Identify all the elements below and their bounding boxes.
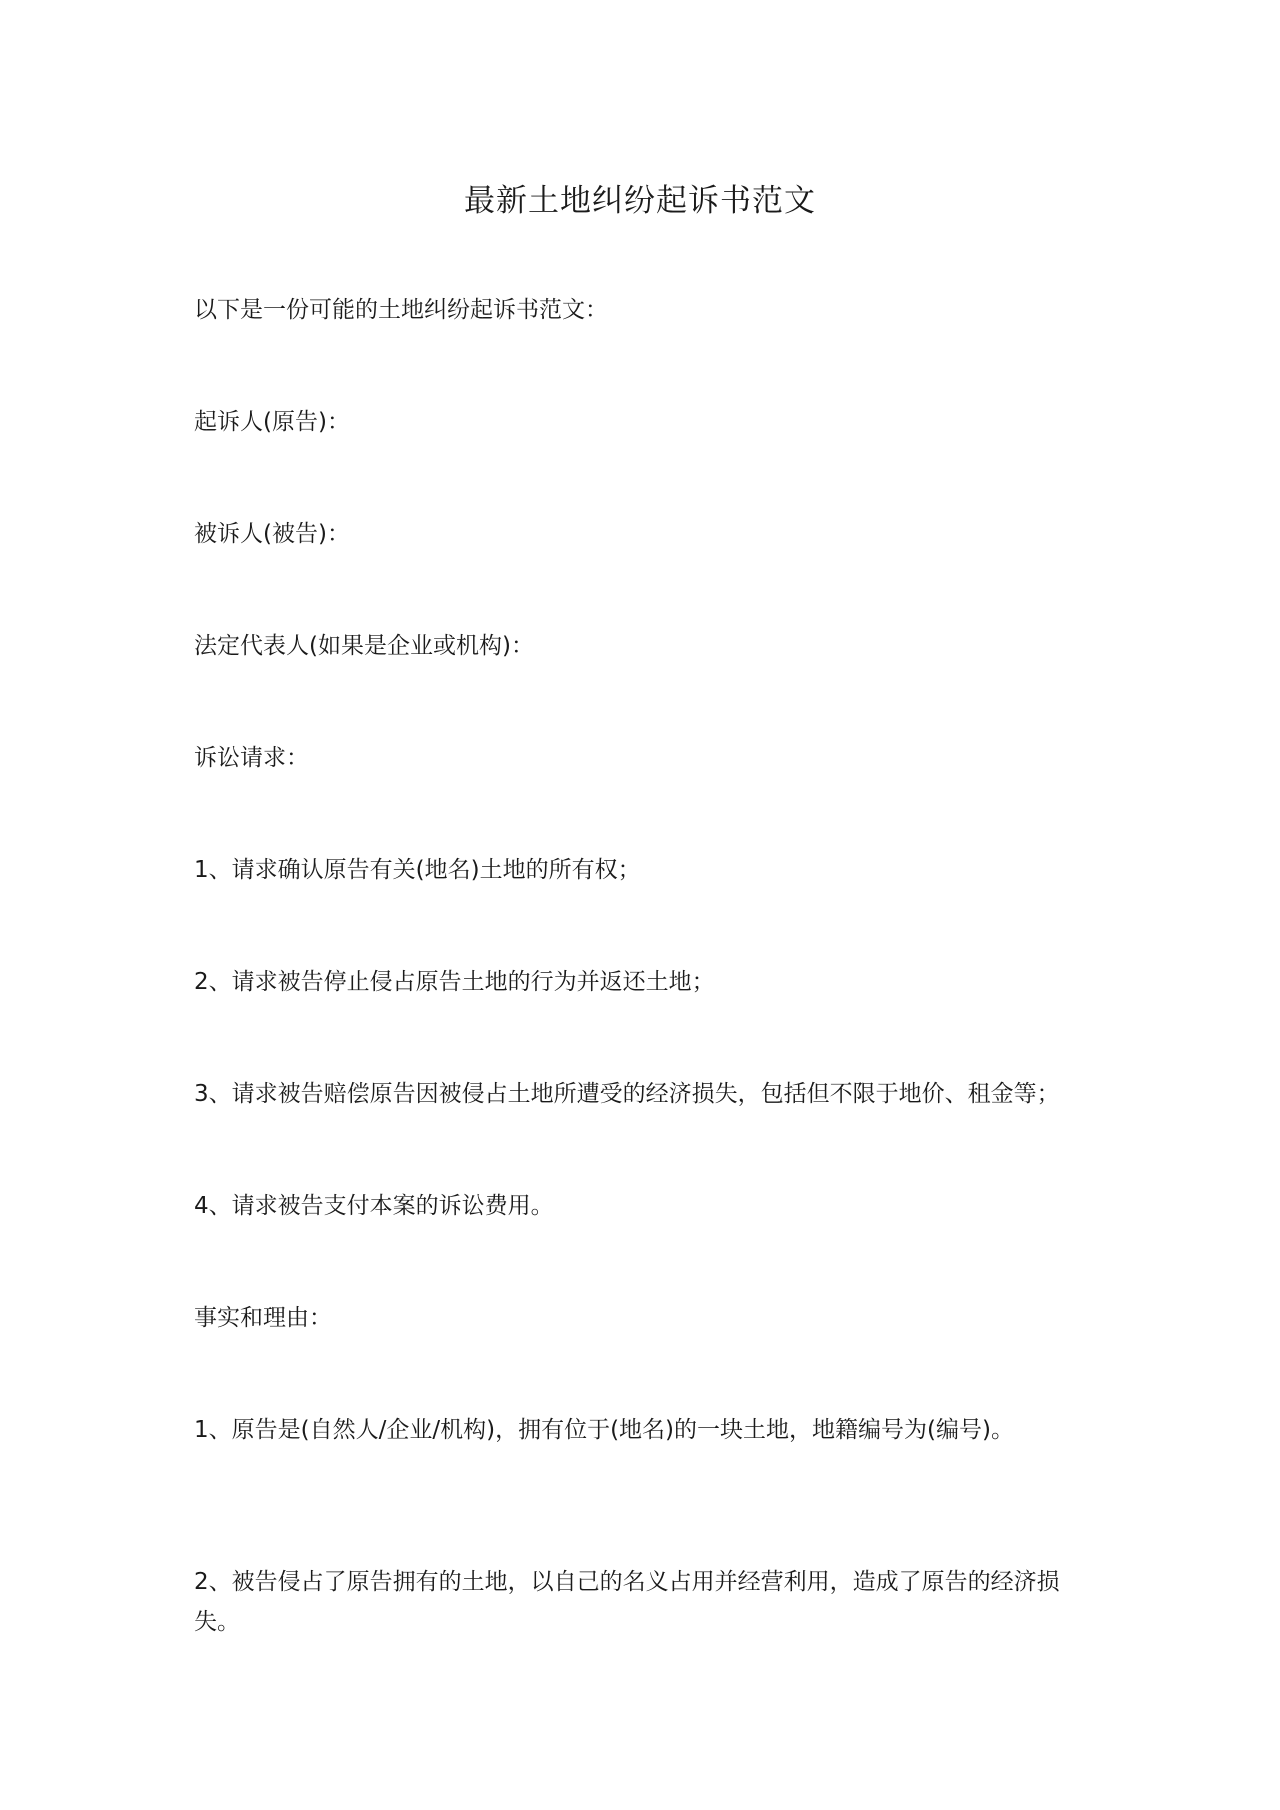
intro-paragraph: 以下是一份可能的土地纠纷起诉书范文： [194,297,608,323]
fact-item-1: 1、原告是(自然人/企业/机构)，拥有位于(地名)的一块土地，地籍编号为(编号)。 [194,1417,1014,1443]
claim-item-1: 1、请求确认原告有关(地名)土地的所有权； [194,857,641,883]
claim-item-4: 4、请求被告支付本案的诉讼费用。 [194,1193,554,1219]
plaintiff-line: 起诉人(原告)： [194,409,350,435]
fact-item-2: 2、被告侵占了原告拥有的土地，以自己的名义占用并经营利用，造成了原告的经济损失。 [194,1569,1060,1635]
claim-item-3: 3、请求被告赔偿原告因被侵占土地所遭受的经济损失，包括但不限于地价、租金等； [194,1081,1060,1107]
defendant-line: 被诉人(被告)： [194,521,350,547]
claim-item-2: 2、请求被告停止侵占原告土地的行为并返还土地； [194,969,715,995]
legal-representative-line: 法定代表人(如果是企业或机构)： [194,633,534,659]
document-title: 最新土地纠纷起诉书范文 [464,183,816,219]
claims-heading: 诉讼请求： [194,745,309,771]
facts-heading: 事实和理由： [194,1305,332,1331]
